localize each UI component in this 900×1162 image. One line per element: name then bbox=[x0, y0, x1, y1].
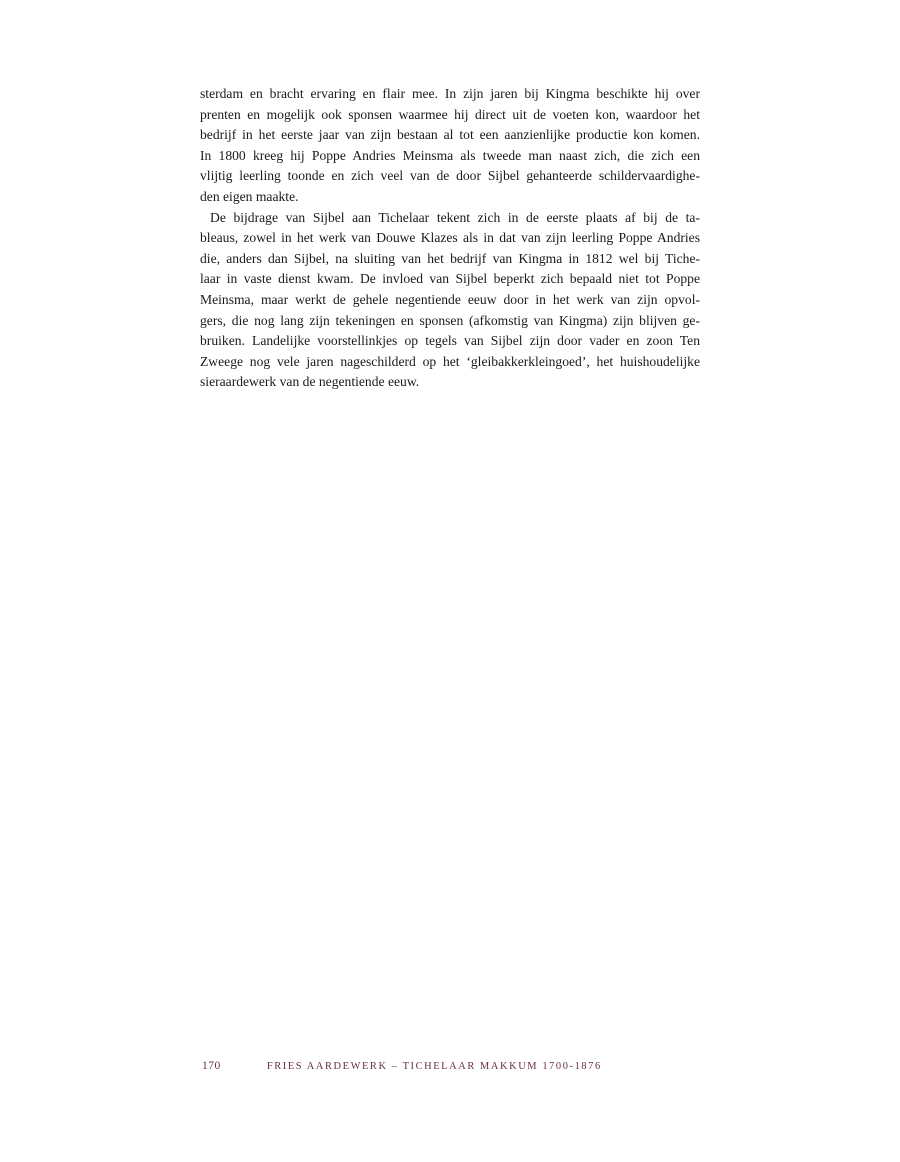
text-line: Meinsma, maar werkt de gehele negentiende eeuw door in het werk van zijn opvol- bbox=[200, 291, 700, 307]
text-line: Zweege nog vele jaren nageschilderd op het ‘gleibakkerkleingoed’, het huishoudelijke bbox=[200, 353, 700, 369]
text-line: die, anders dan Sijbel, na sluiting van het bedrijf van Kingma in 1812 wel bij Tiche- bbox=[200, 250, 700, 266]
page-number: 170 bbox=[202, 1060, 221, 1072]
text-line: gers, die nog lang zijn tekeningen en sponsen (afkomstig van Kingma) zijn blijven ge- bbox=[200, 312, 700, 328]
text-line: De bijdrage van Sijbel aan Tichelaar tekent zich in de eerste plaats af bij de ta- bbox=[210, 209, 700, 225]
text-line: bruiken. Landelijke voorstellinkjes op tegels van Sijbel zijn door vader en zoon Ten bbox=[200, 333, 700, 349]
text-line: den eigen maakte. bbox=[200, 188, 299, 204]
paragraph-2 bbox=[200, 208, 700, 393]
text-line: laar in vaste dienst kwam. De invloed van Sijbel beperkt zich bepaald niet tot Poppe bbox=[200, 271, 700, 287]
text-line: sieraardewerk van de negentiende eeuw. bbox=[200, 374, 420, 390]
text-line: bleaus, zowel in het werk van Douwe Klazes als in dat van zijn leerling Poppe Andries bbox=[200, 230, 700, 246]
text-line: bedrijf in het eerste jaar van zijn bestaan al tot een aanzienlijke productie kon komen. bbox=[200, 127, 700, 143]
text-line: vlijtig leerling toonde en zich veel van de door Sijbel gehanteerde schildervaardighe- bbox=[200, 168, 700, 184]
page-footer bbox=[202, 1060, 722, 1072]
running-title: FRIES AARDEWERK – TICHELAAR MAKKUM 1700-1876 bbox=[266, 1061, 602, 1072]
text-line: sterdam en bracht ervaring en flair mee. In zijn jaren bij Kingma beschikte hij over bbox=[200, 86, 700, 101]
body-text bbox=[200, 84, 700, 393]
text-line: In 1800 kreeg hij Poppe Andries Meinsma als tweede man naast zich, die zich een bbox=[200, 147, 700, 163]
text-line: prenten en mogelijk ook sponsen waarmee hij direct uit de voeten kon, waardoor het bbox=[200, 106, 700, 122]
paragraph-1 bbox=[200, 84, 700, 208]
